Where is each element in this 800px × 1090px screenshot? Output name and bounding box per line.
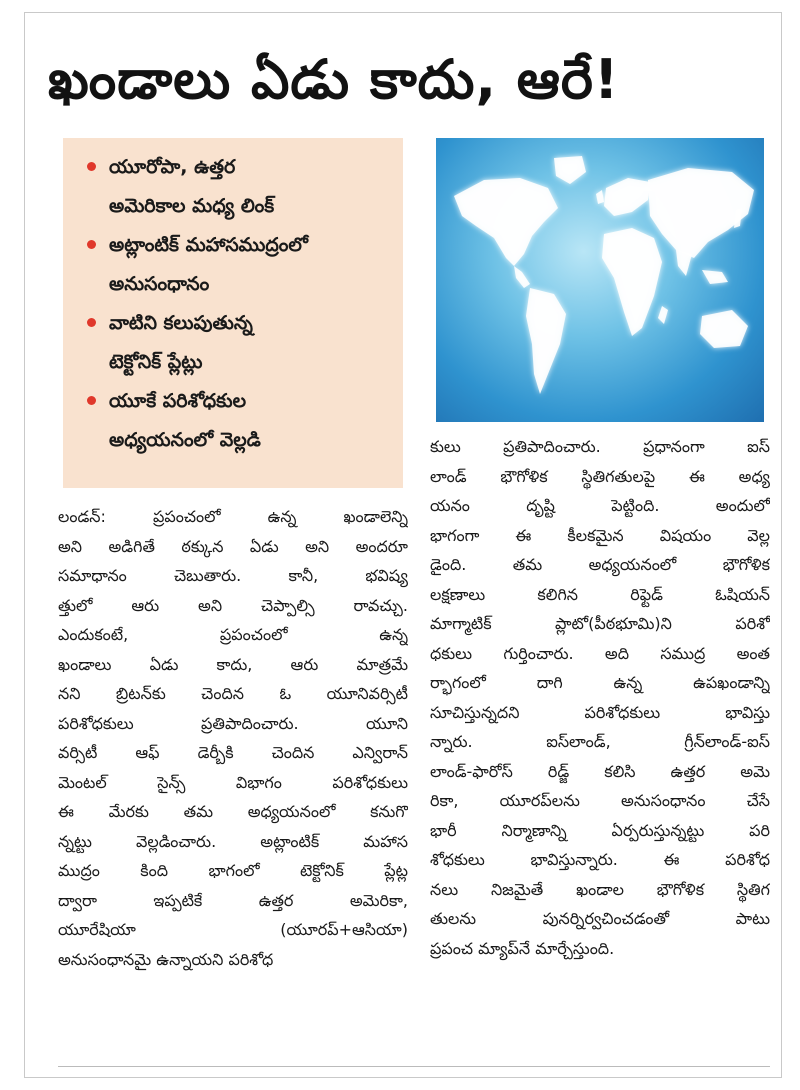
article-column-right (430, 432, 770, 963)
text-line: భారీ నిర్మాణాన్ని ఏర్పరుస్తున్నట్టు పరి (430, 820, 770, 840)
text-line: భాగంగా ఈ కీలకమైన విషయం వెల్ల (430, 525, 770, 545)
text-line: లాండ్-ఫారోస్ రిడ్జ్ కలిసి ఉత్తర అమె (430, 761, 770, 781)
headline: ఖండాలు ఏడు కాదు, ఆరే! (48, 48, 620, 111)
text-line: న్నారు. ఐస్‌లాండ్, గ్రీన్‌లాండ్-ఐస్ (430, 732, 770, 751)
text-line: వర్సిటీ ఆఫ్ డెర్బీకి చెందిన ఎన్విరాన్ (58, 743, 408, 762)
text-line: న్నట్టు వెల్లడించారు. అట్లాంటిక్ మహాస (58, 831, 408, 851)
highlight-line: అనుసంధానం (109, 273, 210, 295)
world-map-icon (436, 138, 764, 422)
highlight-item (85, 226, 385, 304)
highlight-line: అమెరికాల మధ్య లింక్ (109, 195, 275, 217)
highlights-box (63, 138, 403, 488)
highlight-line: అట్లాంటిక్ మహాసముద్రంలో (109, 234, 308, 256)
text-line: ముద్రం కింది భాగంలో టెక్టోనిక్ ప్లేట్ల (58, 861, 408, 880)
text-line: లాండ్ భౌగోళిక స్థితిగతులపై ఈ అధ్య (430, 466, 770, 486)
text-line: ఎందుకంటే, ప్రపంచంలో ఉన్న (58, 625, 408, 644)
highlight-item (85, 304, 385, 382)
highlight-line: టెక్టోనిక్ ప్లేట్లు (109, 351, 203, 373)
text-line: రికా, యూరప్‌లను అనుసంధానం చేసే (430, 791, 770, 810)
bullet-icon (87, 240, 96, 249)
text-line: ఖండాలు ఏడు కాదు, ఆరు మాత్రమే (58, 654, 408, 674)
text-line: సూచిస్తున్నదని పరిశోధకులు భావిస్తు (430, 702, 770, 722)
text-line: పరిశోధకులు ప్రతిపాదించారు. యూని (58, 713, 408, 733)
text-line: యనం దృష్టి పెట్టింది. అందులో (430, 496, 770, 515)
highlight-line: వాటిని కలుపుతున్న (109, 312, 253, 334)
text-line: ర్భాగంలో దాగి ఉన్న ఉపఖండాన్ని (430, 673, 770, 692)
text-line: నని బ్రిటన్‌కు చెందిన ఓ యూనివర్సిటీ (58, 684, 408, 703)
text-line: ప్రపంచ మ్యాప్‌నే మార్చేస్తుంది. (430, 938, 615, 958)
text-line: సమాధానం చెబుతారు. కానీ, భవిష్య (58, 566, 408, 585)
text-line: శోధకులు భావిస్తున్నారు. ఈ పరిశోధ (430, 850, 770, 869)
text-line: ద్వారా ఇప్పటికే ఉత్తర అమెరికా, (58, 890, 408, 910)
bullet-icon (87, 318, 96, 327)
text-line: డైంది. తమ అధ్యయనంలో భౌగోళిక (430, 555, 770, 574)
bullet-icon (87, 396, 96, 405)
highlight-line: యూకే పరిశోధకుల (109, 390, 247, 412)
text-line: నలు నిజమైతే ఖండాల భౌగోళిక స్థితిగ (430, 879, 770, 899)
highlight-line: యూరోపా, ఉత్తర (109, 156, 236, 178)
text-line: అని అడిగితే ఠక్కున ఏడు అని అందరూ (58, 536, 408, 556)
text-line: ధకులు గుర్తించారు. అది సముద్ర అంత (430, 643, 770, 663)
highlight-line: అధ్యయనంలో వెల్లడి (109, 429, 261, 451)
text-line: అనుసంధానమై ఉన్నాయని పరిశోధ (58, 949, 274, 969)
text-line: యూరేషియా (యూరప్+ఆసియా) (58, 920, 408, 939)
article-column-left (58, 502, 408, 974)
bullet-icon (87, 162, 96, 171)
text-line: కులు ప్రతిపాదించారు. ప్రధానంగా ఐస్ (430, 437, 770, 456)
bottom-divider (58, 1066, 770, 1067)
text-line: మాగ్మాటిక్ ప్లాటో(పీఠభూమి)ని పరిశో (430, 614, 770, 633)
text-line: లక్షణాలు కలిగిన రిఫ్టెడ్ ఓషియన్ (430, 584, 770, 604)
text-line: ఈ మేరకు తమ అధ్యయనంలో కనుగొ (58, 802, 408, 821)
text-line: లండన్: ప్రపంచంలో ఉన్న ఖండాలెన్ని (58, 507, 408, 526)
continents (454, 156, 754, 394)
highlight-item (85, 148, 385, 226)
text-line: తులను పునర్నిర్వచించడంతో పాటు (430, 909, 770, 928)
world-map-photo (436, 138, 764, 422)
text-line: త్తులో ఆరు అని చెప్పాల్సి రావచ్చు. (58, 595, 408, 615)
highlight-item (85, 382, 385, 460)
text-line: మెంటల్ సైన్స్ విభాగం పరిశోధకులు (58, 772, 408, 792)
